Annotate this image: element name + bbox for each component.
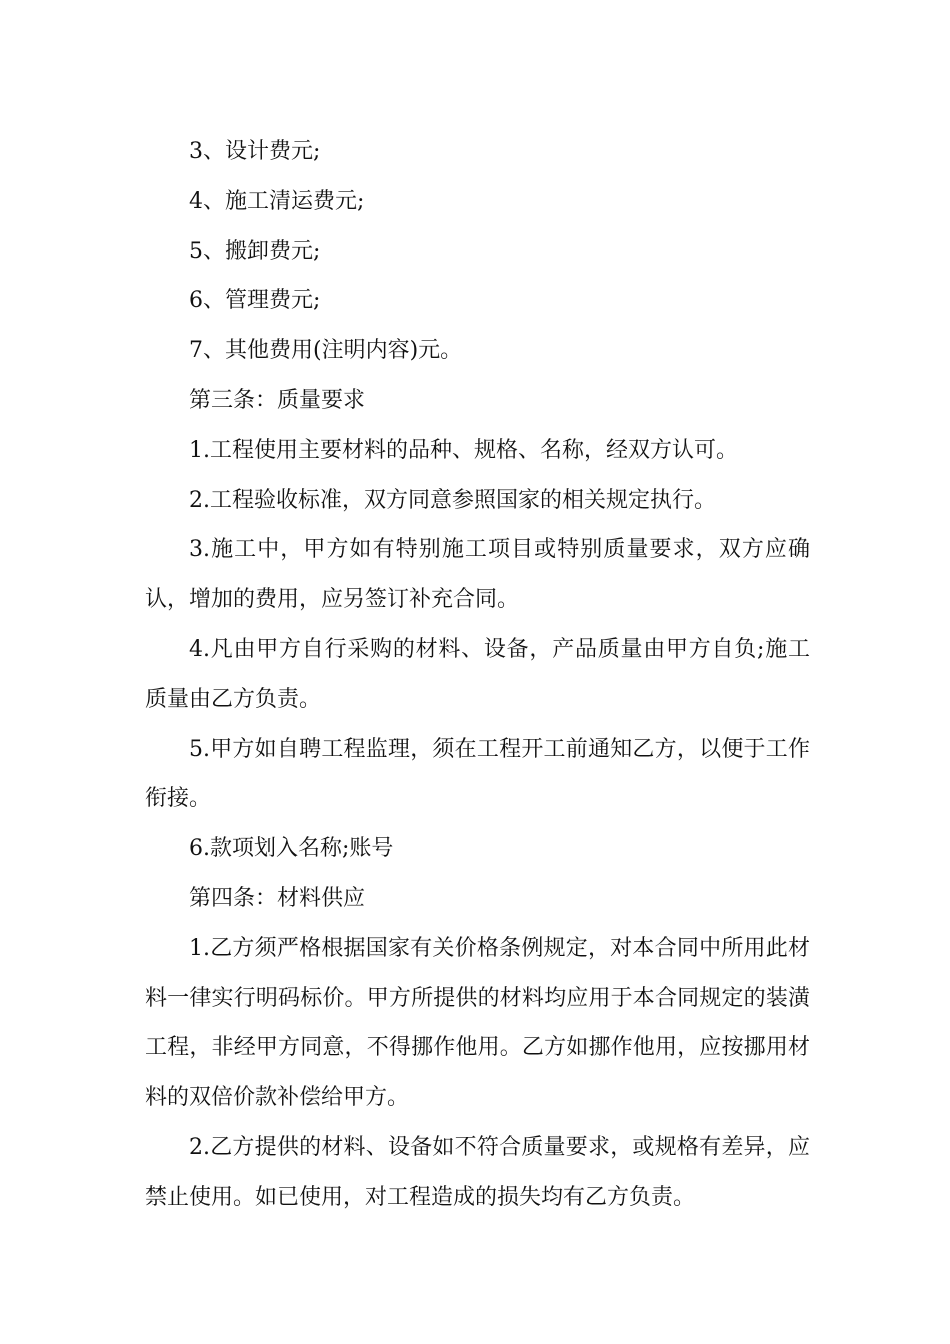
section-heading-quality: 第三条：质量要求 [189, 387, 366, 413]
section-heading-materials: 第四条：材料供应 [189, 885, 366, 911]
paragraph-quality-5: 5.甲方如自聘工程监理，须在工程开工前通知乙方，以便于工作衔接。 [145, 736, 810, 812]
paragraph-materials-2: 2.乙方提供的材料、设备如不符合质量要求，或规格有差异，应禁止使用。如已使用，对工程造成的损失均有乙方负责。 [145, 1134, 810, 1210]
paragraph-fee-handling: 5、搬卸费元; [189, 238, 321, 264]
paragraph-fee-design: 3、设计费元; [189, 139, 321, 164]
paragraph-quality-2: 2.工程验收标准，双方同意参照国家的相关规定执行。 [189, 487, 716, 513]
paragraph-quality-4: 4.凡由甲方自行采购的材料、设备，产品质量由甲方自负;施工质量由乙方负责。 [145, 636, 810, 712]
paragraph-quality-1: 1.工程使用主要材料的品种、规格、名称，经双方认可。 [189, 437, 738, 463]
paragraph-materials-1: 1.乙方须严格根据国家有关价格条例规定，对本合同中所用此材料一律实行明码标价。甲方所提供的材料均应用于本合同规定的装潢工程，非经甲方同意，不得挪作他用。乙方如挪作他用，应按挪用材料的双倍价款补偿给甲方。 [145, 935, 810, 1111]
paragraph-fee-other: 7、其他费用(注明内容)元。 [189, 338, 463, 364]
paragraph-fee-cleanup: 4、施工清运费元; [189, 188, 365, 214]
paragraph-quality-3: 3.施工中，甲方如有特别施工项目或特别质量要求，双方应确认，增加的费用，应另签订补充合同。 [145, 537, 810, 613]
document-body [145, 127, 810, 1223]
paragraph-fee-management: 6、管理费元; [189, 288, 321, 314]
paragraph-quality-6: 6.款项划入名称;账号 [189, 836, 394, 862]
